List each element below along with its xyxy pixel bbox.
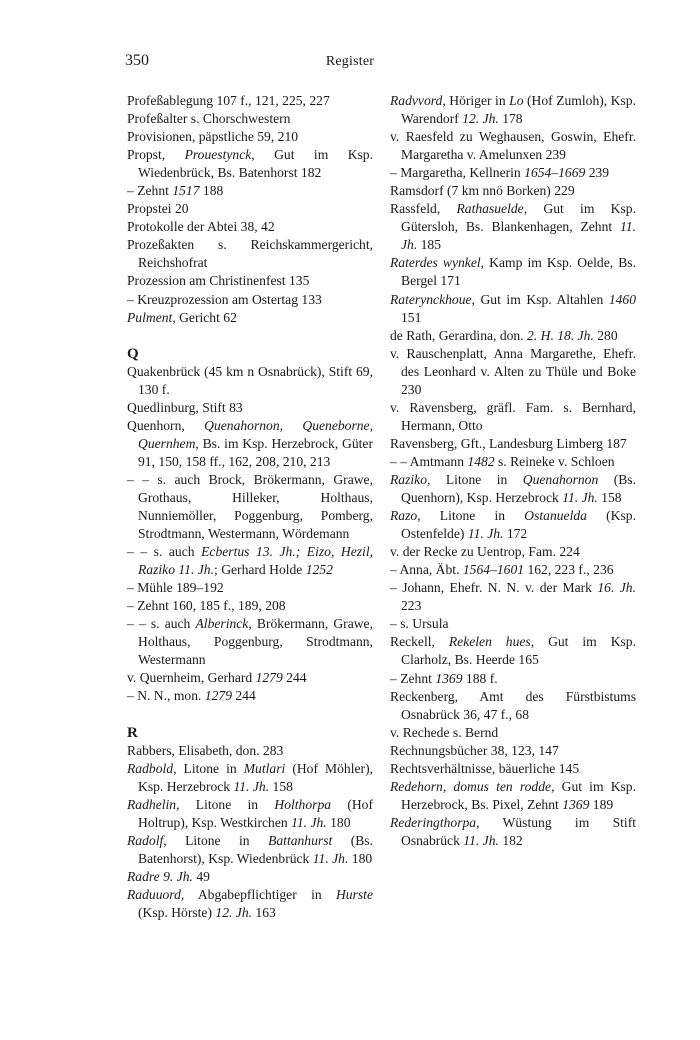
index-entry: v. Rauschenplatt, Anna Margarethe, Ehefr. des Leonhard v. Alten zu Thüle und Boke 230 — [390, 345, 636, 397]
index-entry: v. Ravensberg, gräfl. Fam. s. Bernhard, Hermann, Otto — [390, 399, 636, 433]
index-entry: Rechtsverhältnisse, bäuerliche 145 — [390, 760, 580, 776]
index-entry: Ravensberg, Gft., Landesburg Limberg 187 — [390, 435, 627, 451]
index-entry: Radvvord, Höriger in Lo (Hof Zumloh), Ksp. Warendorf 12. Jh. 178 — [390, 93, 636, 127]
index-entry: Rabbers, Elisabeth, don. 283 — [127, 742, 284, 758]
index-entry: – – s. auch Brock, Brökermann, Grawe, Grothaus, Hilleker, Holthaus, Nunniemöller, Poggenburg, Pomberg, Strodtmann, Westermann, Wördemann — [127, 471, 373, 542]
index-entry: Provisionen, päpstliche 59, 210 — [127, 129, 299, 145]
index-entry: Quedlinburg, Stift 83 — [127, 399, 243, 415]
index-entry: Radolf, Litone in Battanhurst (Bs. Batenhorst), Ksp. Wiedenbrück 11. Jh. 180 — [127, 832, 373, 866]
index-entry: Raziko, Litone in Quenahornon (Bs. Quenhorn), Ksp. Herzebrock 11. Jh. 158 — [390, 471, 636, 506]
index-entry: Quenhorn, Quenahornon, Queneborne, Quernhem, Bs. im Ksp. Herzebrock, Güter 91, 150, 158 ff., 162, 208, 210, 213 — [127, 417, 373, 469]
index-entry: Quakenbrück (45 km n Osnabrück), Stift 69, 130 f. — [127, 363, 373, 397]
index-entry: – Zehnt 1517 188 — [127, 183, 224, 199]
index-entry: – Mühle 189–192 — [127, 580, 224, 596]
index-entry: Reckenberg, Amt des Fürstbistums Osnabrück 36, 47 f., 68 — [390, 688, 636, 722]
index-entry: Pulment, Gericht 62 — [127, 309, 237, 325]
index-entry: Protokolle der Abtei 38, 42 — [127, 219, 275, 235]
index-entry: – Zehnt 160, 185 f., 189, 208 — [127, 598, 286, 614]
index-entry: Raduuord, Abgabepflichtiger in Hurste (Ksp. Hörste) 12. Jh. 163 — [127, 886, 373, 920]
page-number: 350 — [125, 52, 149, 69]
index-entry: – – s. auch Alberinck, Brökermann, Grawe, Holthaus, Poggenburg, Strodtmann, Westermann — [127, 616, 373, 668]
index-entry: Radbold, Litone in Mutlari (Hof Möhler), Ksp. Herzebrock 11. Jh. 158 — [127, 760, 373, 794]
index-column-right — [390, 92, 636, 850]
index-entry: de Rath, Gerardina, don. 2. H. 18. Jh. 280 — [390, 327, 618, 343]
index-entry: v. Quernheim, Gerhard 1279 244 — [127, 670, 307, 686]
index-entry: – Johann, Ehefr. N. N. v. der Mark 16. Jh. 223 — [390, 580, 636, 614]
index-entry: Propst, Prouestynck, Gut im Ksp. Wiedenbrück, Bs. Batenhorst 182 — [127, 147, 373, 181]
section-letter: Q — [127, 345, 139, 362]
index-column-left — [127, 92, 373, 922]
index-entry: v. Raesfeld zu Weghausen, Goswin, Ehefr. Margaretha v. Amelunxen 239 — [390, 129, 636, 163]
index-entry: Raterdes wynkel, Kamp im Ksp. Oelde, Bs. Bergel 171 — [390, 255, 636, 289]
index-entry: Rederingthorpa, Wüstung im Stift Osnabrück 11. Jh. 182 — [390, 814, 636, 848]
index-entry: Redehorn, domus ten rodde, Gut im Ksp. Herzebrock, Bs. Pixel, Zehnt 1369 189 — [390, 778, 636, 812]
index-entry: – s. Ursula — [390, 616, 449, 632]
index-entry: – Anna, Äbt. 1564–1601 162, 223 f., 236 — [390, 562, 614, 578]
index-entry: Rassfeld, Rathasuelde, Gut im Ksp. Gütersloh, Bs. Blankenhagen, Zehnt 11. Jh. 185 — [390, 201, 636, 253]
index-entry: – Kreuzprozession am Ostertag 133 — [127, 291, 322, 307]
index-entry: Profeßablegung 107 f., 121, 225, 227 — [127, 93, 330, 108]
index-entry: Profeßalter s. Chorschwestern — [127, 111, 291, 127]
index-entry: Razo, Litone in Ostanuelda (Ksp. Ostenfelde) 11. Jh. 172 — [390, 508, 636, 542]
index-entry: Radre 9. Jh. 49 — [127, 868, 210, 884]
index-entry: Reckell, Rekelen hues, Gut im Ksp. Clarholz, Bs. Heerde 165 — [390, 634, 636, 668]
index-entry: – Zehnt 1369 188 f. — [390, 670, 498, 686]
index-entry: – – s. auch Ecbertus 13. Jh.; Eizo, Hezil, Raziko 11. Jh.; Gerhard Holde 1252 — [127, 544, 373, 578]
index-entry: – – Amtmann 1482 s. Reineke v. Schloen — [390, 453, 615, 469]
index-entry: v. der Recke zu Uentrop, Fam. 224 — [390, 544, 580, 560]
index-entry: Radhelin, Litone in Holthorpa (Hof Holtrup), Ksp. Westkirchen 11. Jh. 180 — [127, 796, 373, 830]
running-head: Register — [325, 54, 375, 69]
index-entry: Prozeßakten s. Reichskammergericht, Reichshofrat — [127, 237, 373, 271]
index-entry: Prozession am Christinenfest 135 — [127, 273, 310, 289]
index-entry: v. Rechede s. Bernd — [390, 724, 499, 740]
index-entry: Propstei 20 — [127, 201, 189, 217]
section-letter: R — [127, 724, 138, 741]
index-entry: Ramsdorf (7 km nnö Borken) 229 — [390, 183, 575, 199]
index-entry: Rechnungsbücher 38, 123, 147 — [390, 742, 559, 758]
index-entry: – N. N., mon. 1279 244 — [127, 688, 256, 704]
index-entry: Raterynckhoue, Gut im Ksp. Altahlen 1460 151 — [390, 291, 636, 325]
index-entry: – Margaretha, Kellnerin 1654–1669 239 — [390, 165, 610, 181]
